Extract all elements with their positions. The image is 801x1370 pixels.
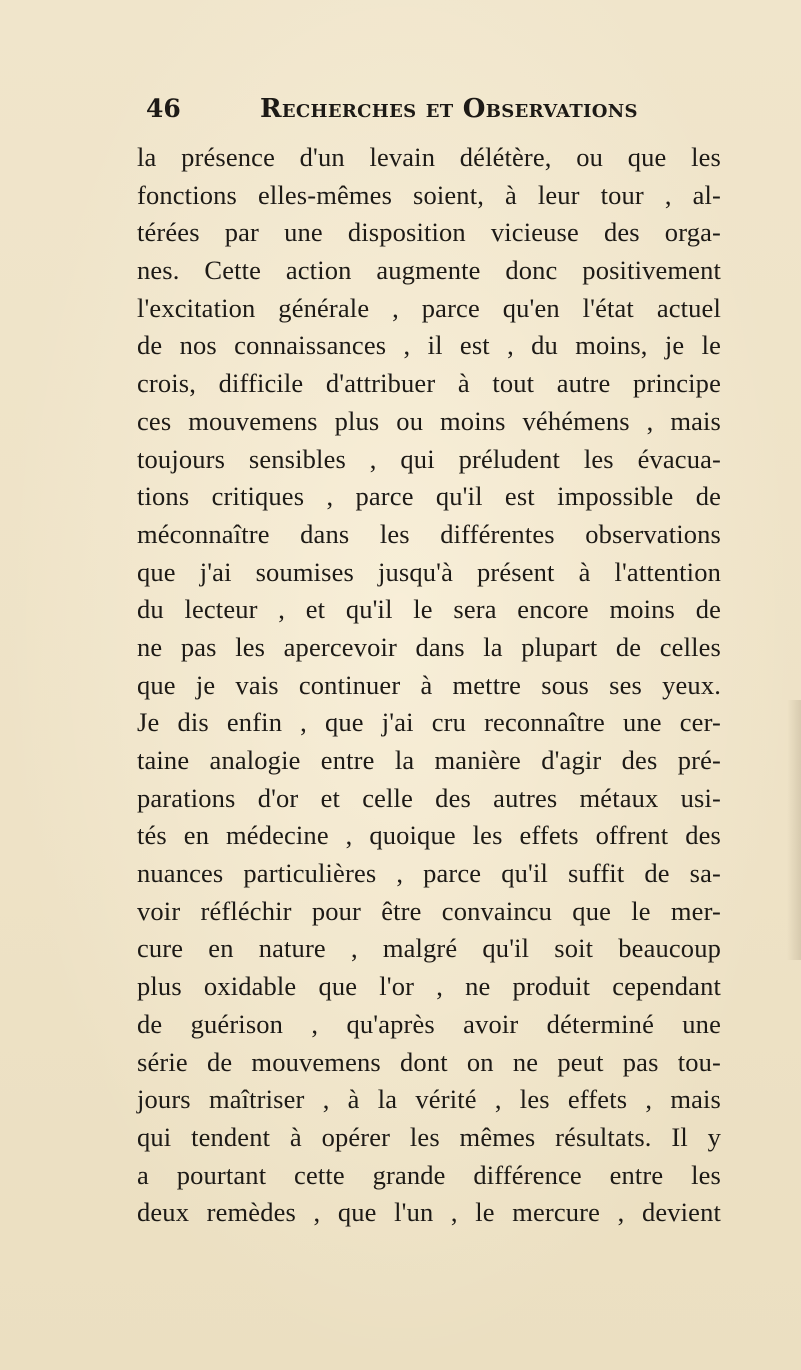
text-line: voir réfléchir pour être convaincu que le mer- [137,895,721,926]
text-line: la présence d'un levain délétère, ou que les [137,142,721,172]
text-line: série de mouvemens dont on ne peut pas tou- [137,1046,721,1077]
text-line: que je vais continuer à mettre sous ses yeux. [137,669,721,700]
text-line: deux remèdes , que l'un , le mercure , devient [137,1197,721,1228]
text-line: que j'ai soumises jusqu'à présent à l'attention [137,556,721,587]
text-line: de nos connaissances , il est , du moins, je le [137,330,721,361]
text-line: de guérison , qu'après avoir déterminé une [137,1008,721,1039]
running-title: Recherches et Observations [260,94,638,124]
text-line: ne pas les apercevoir dans la plupart de celles [137,631,721,662]
page-header [140,94,660,134]
text-line: du lecteur , et qu'il le sera encore moins de [137,594,721,625]
text-line: nuances particulières , parce qu'il suffit de sa- [137,858,721,889]
text-line: crois, difficile d'attribuer à tout autre principe [137,368,721,399]
text-line: Je dis enfin , que j'ai cru reconnaître une cer- [137,707,721,738]
text-line: tions critiques , parce qu'il est impossible de [137,481,721,512]
page-edge-shadow [787,700,801,960]
text-line: cure en nature , malgré qu'il soit beaucoup [137,933,721,964]
text-line: jours maîtriser , à la vérité , les effets , mais [137,1084,721,1115]
page-number: 46 [146,94,181,123]
text-line: qui tendent à opérer les mêmes résultats. Il y [137,1121,721,1152]
text-line: taine analogie entre la manière d'agir des pré- [137,745,721,775]
text-line: toujours sensibles , qui préludent les évacua- [137,443,721,474]
text-line: térées par une disposition vicieuse des orga- [137,217,721,248]
text-line: l'excitation générale , parce qu'en l'état actuel [137,292,721,323]
text-line: plus oxidable que l'or , ne produit cependant [137,971,721,1002]
text-line: a pourtant cette grande différence entre les [137,1159,721,1190]
text-line: ces mouvemens plus ou moins véhémens , mais [137,405,721,436]
text-line: méconnaître dans les différentes observations [137,518,721,549]
text-line: nes. Cette action augmente donc positivement [137,255,721,286]
text-line: fonctions elles-mêmes soient, à leur tour , al- [137,179,721,210]
text-line: tés en médecine , quoique les effets offrent des [137,820,721,851]
text-line: parations d'or et celle des autres métaux usi- [137,782,721,813]
body-text [137,139,721,1232]
